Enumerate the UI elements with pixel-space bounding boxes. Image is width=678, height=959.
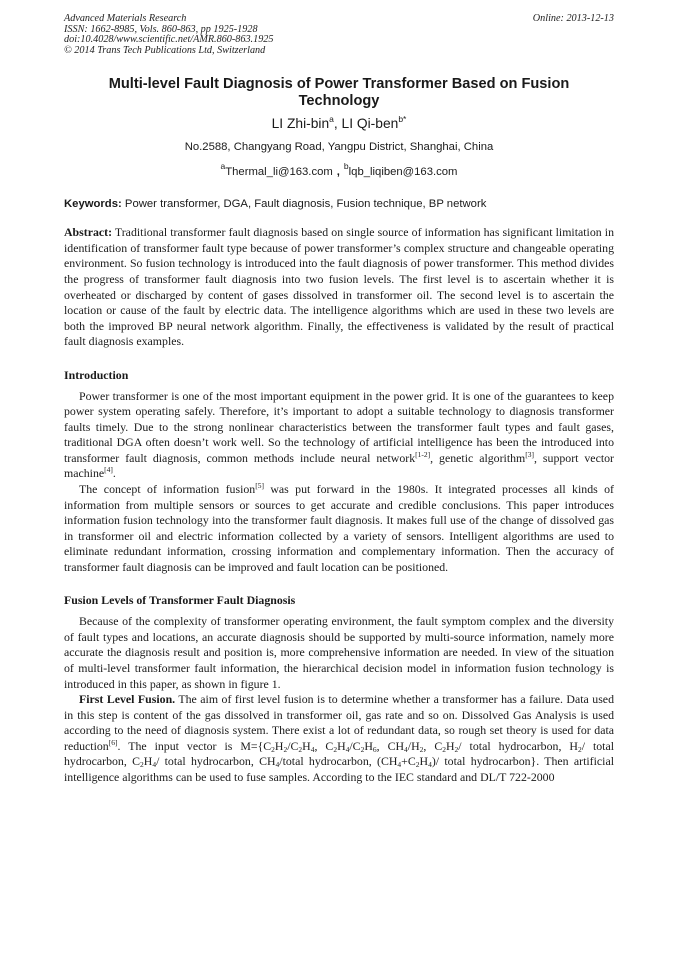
abstract-paragraph (64, 225, 614, 349)
keywords-line (64, 197, 614, 211)
section-heading-introduction: Introduction (64, 367, 129, 382)
first-level-fusion-label: First Level Fusion. (79, 692, 176, 707)
author-2: LI Qi-ben (341, 116, 399, 132)
paper-title: Multi-level Fault Diagnosis of Power Transformer Based on Fusion Technology (108, 76, 570, 110)
intro-paragraph-2 (64, 482, 614, 575)
author-1: LI Zhi-bin (271, 116, 330, 132)
fusion-p2-text-d: / total hydrocarbon}. Then artificial intelligence algorithms can be used to fuse samples. According to the IEC standard and DL/T 722-2000 (64, 754, 614, 784)
abstract-text: Traditional transformer fault diagnosis based on single source of information has significant limitation in identification of transformer fault type because of power transformer’s complex structure and changeable operating environment. So fusion technology is introduced into the fault diagnosis of power transformer. This method divides the progress of transformer fault diagnosis into two fusion levels. The first level is to ascertain whether it is overheated or discharged by content of gases dissolved in transformer oil. The second level is to ascertain the location or cause of the fault by electric data. The intelligence algorithms which are used in these two levels are both the improved BP neural network algorithm. Finally, the effectiveness is validated by the result of practical fault diagnosis examples. (64, 225, 614, 349)
doi-line: doi:10.4028/www.scientific.net/AMR.860-863.1925 (64, 34, 274, 46)
email-separator: , (336, 166, 340, 179)
keywords-label: Keywords: (64, 198, 122, 211)
online-date: Online: 2013-12-13 (532, 13, 614, 24)
citation-6: [6] (108, 737, 118, 747)
journal-name: Advanced Materials Research (64, 13, 187, 24)
fusion-p2-text-b: . The input vector is M={ (117, 738, 264, 753)
intro-p2-text-b: was put forward in the 1980s. It integrated processes all kinds of information from multiple sensors or sources to get accurate and credible conclusions. This paper introduces information fusion technology into the transformer fault diagnosis. It makes full use of the change of dissolved gas in transformer oil and electric information collected by a variety of sensors. Intelligent algorithms are used to eliminate redundant information, crossing information and complementary information. Then the accuracy of transformer fault diagnosis can be improved and fault location can be positioned. (64, 482, 614, 574)
email-2: lqb_liqiben@163.com (348, 166, 458, 179)
affiliation-address: No.2588, Changyang Road, Yangpu District, Shanghai, China (184, 141, 494, 154)
keywords-text: Power transformer, DGA, Fault diagnosis, Fusion technique, BP network (121, 198, 487, 211)
issn-line: ISSN: 1662-8985, Vols. 860-863, pp 1925-1928 (64, 23, 258, 35)
fusion-p2-text-c: /total hydrocarbon, (279, 754, 372, 769)
author-2-affil: b* (398, 114, 407, 125)
fusion-paragraph-2: First Level Fusion. The aim of first level fusion is to determine whether a transformer has a failure. Data used in this step is content of the gas dissolved in transformer oil, gas rate and so on. Dissolved Gas Analysis is used according to the need of diagnosis system. There exist a lot of redundant data, so rough set theory is used for data reduction[6]. The input vector is $M=\{C_2H_2/C_2H_4$, $C_2H_4/C_2H_6$, $CH_4/H_2$, $C_2H_2/$ total hydrocarbon, $H_2/$ total hydrocarbon, $C_2H_4/$ total hydrocarbon, $CH_4$/total hydrocarbon, $(CH_4+C_2H_4)/$ total hydrocarbon}. Then artificial intelligence algorithms can be used to fuse samples. According to the IEC standard and DL/T 722-2000 (64, 692, 615, 784)
email-2-affil: b (343, 161, 349, 172)
intro-p1-text-d: . (112, 466, 116, 481)
abstract-label: Abstract: (64, 225, 113, 240)
fusion-p2-text-a: The aim of first level fusion is to determine whether a transformer has a failure. Data used in this step is content of the gas dissolved in transformer oil, gas rate and so on. Dissolved Gas Analysis is used according to the need of diagnosis system. There exist a lot of redundant data, so rough set theory is used for data reduction (64, 692, 614, 753)
author-1-affil: a (329, 114, 334, 125)
intro-p1-text-c: , support vector machine (64, 450, 614, 481)
citation-5: [5] (255, 481, 264, 491)
author-line (64, 115, 614, 132)
citation-4: [4] (104, 465, 113, 475)
email-1-affil: a (220, 161, 226, 172)
email-line (64, 161, 614, 179)
author-separator: , (333, 116, 342, 132)
journal-header (64, 14, 614, 56)
fusion-paragraph-1: Because of the complexity of transformer operating environment, the fault symptom complex and the diversity of fault types and locations, an accurate diagnosis should be supported by multi-source information, namely more accurate the diagnosis result and position is, more comprehensive information are needed. In view of the situation of multi-level transformer fault information, the hierarchical decision model in information fusion technology is introduced in this paper, as shown in figure 1. (64, 614, 614, 691)
copyright-line: © 2014 Trans Tech Publications Ltd, Switzerland (64, 44, 266, 56)
citation-3: [3] (525, 449, 534, 459)
section-heading-fusion-levels: Fusion Levels of Transformer Fault Diagnosis (64, 593, 296, 608)
journal-info (64, 14, 273, 56)
citation-1-2: [1-2] (415, 449, 431, 459)
intro-p1-text-a: Power transformer is one of the most important equipment in the power grid. It is one of the guarantees to keep power system operating safely. Therefore, it’s important to adopt a suitable technology to diagnosis transformer faults timely. Due to the strong nonlinear characteristics between the transformer fault types and fault gases, traditional DGA often doesn’t work well. So the technology of artificial intelligence has been the introduced into transformer fault diagnosis, common methods include neural network (64, 388, 614, 465)
intro-p1-text-b: , genetic algorithm (430, 450, 526, 465)
email-1: Thermal_li@163.com (225, 166, 333, 179)
intro-paragraph-1 (64, 389, 614, 482)
intro-p2-text-a: The concept of information fusion (79, 482, 256, 497)
